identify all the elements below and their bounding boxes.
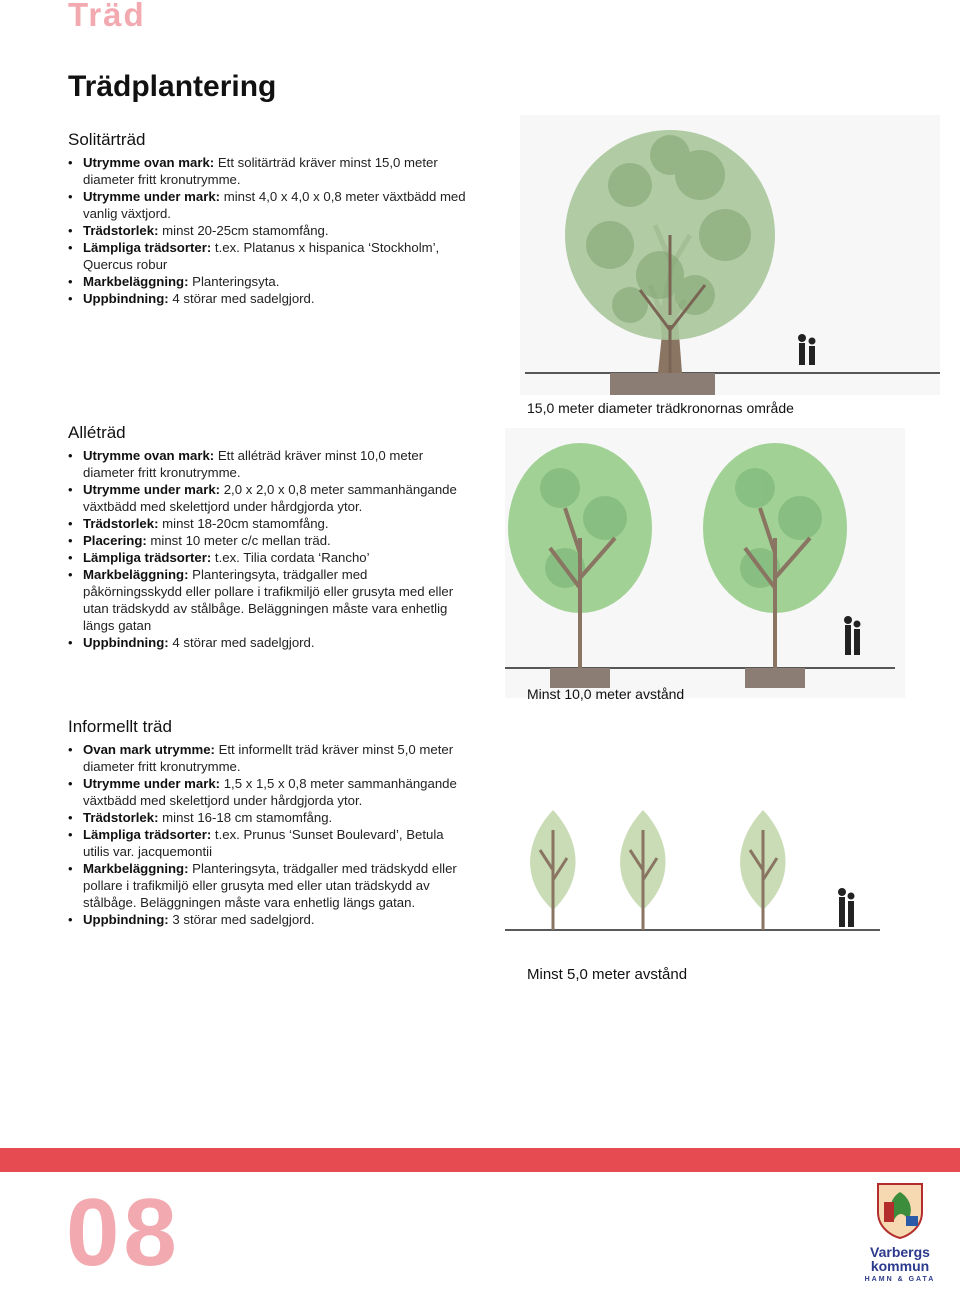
spec-text: minst 20-25cm stamomfång.	[158, 223, 329, 238]
spec-label: Uppbindning:	[83, 635, 169, 650]
spec-label: Trädstorlek:	[83, 516, 159, 531]
spec-text: t.ex. Platanus x hispanica ‘Stockholm’, Quercus robur	[83, 240, 440, 272]
spec-label: Utrymme ovan mark:	[83, 155, 215, 170]
section-alletrad	[68, 423, 468, 651]
spec-text: Ett alléträd kräver minst 10,0 meter diameter fritt kronutrymme.	[83, 448, 424, 480]
spec-item	[68, 188, 468, 222]
spec-item	[68, 549, 468, 566]
spec-text: minst 10 meter c/c mellan träd.	[146, 533, 331, 548]
spec-text: minst 18-20cm stamomfång.	[158, 516, 329, 531]
tree-solitary-illustration	[520, 115, 940, 395]
logo-subtitle: HAMN & GATA	[864, 1276, 936, 1283]
spec-text: 4 störar med sadelgjord.	[168, 291, 315, 306]
spec-label: Lämpliga trädsorter:	[83, 240, 212, 255]
tree-informal-illustration	[505, 790, 885, 955]
person-icon	[838, 888, 855, 927]
spec-label: Markbeläggning:	[83, 274, 189, 289]
spec-label: Trädstorlek:	[83, 223, 159, 238]
spec-item	[68, 566, 468, 634]
spec-label: Utrymme under mark:	[83, 189, 221, 204]
tree-informal-1	[530, 810, 575, 930]
spec-list	[68, 447, 468, 651]
section-heading: Informellt träd	[68, 717, 172, 736]
spec-list	[68, 154, 468, 307]
spec-item	[68, 481, 468, 515]
spec-item	[68, 911, 468, 928]
spec-item	[68, 826, 468, 860]
logo-name-2: kommun	[870, 1258, 930, 1274]
spec-label: Uppbindning:	[83, 291, 169, 306]
spec-label: Placering:	[83, 533, 147, 548]
spec-item	[68, 809, 468, 826]
spec-text: minst 16-18 cm stamomfång.	[158, 810, 333, 825]
spec-label: Lämpliga trädsorter:	[83, 827, 212, 842]
spec-text: 2,0 x 2,0 x 0,8 meter sammanhängande växtbädd med skelettjord under hårdgjorda ytor.	[83, 482, 457, 514]
caption-informellt: Minst 5,0 meter avstånd	[527, 966, 688, 983]
spec-text: minst 4,0 x 4,0 x 0,8 meter växtbädd med vanlig växtjord.	[83, 189, 466, 221]
spec-item	[68, 222, 468, 239]
section-solitartrad	[68, 130, 468, 307]
spec-item	[68, 239, 468, 273]
spec-label: Markbeläggning:	[83, 861, 189, 876]
footer-band	[0, 1148, 960, 1172]
tree-informal-3	[740, 810, 785, 930]
spec-text: 3 störar med sadelgjord.	[168, 912, 315, 927]
spec-text: t.ex. Prunus ‘Sunset Boulevard’, Betula utilis var. jacquemontii	[83, 827, 444, 859]
spec-item	[68, 634, 468, 651]
spec-item	[68, 532, 468, 549]
section-title: Träd	[68, 0, 146, 33]
spec-text: Planteringsyta, trädgaller med trädskydd eller pollare i trafikmiljö eller grusyta med eller utan trädskydd av stålbåge. Beläggningen måste vara enhetlig längs gatan.	[83, 861, 457, 910]
spec-text: Ett solitärträd kräver minst 15,0 meter diameter fritt kronutrymme.	[83, 155, 438, 187]
spec-label: Uppbindning:	[83, 912, 169, 927]
logo-name: Varbergs	[870, 1244, 930, 1260]
spec-item	[68, 290, 468, 307]
spec-list	[68, 741, 468, 928]
spec-item	[68, 447, 468, 481]
spec-label: Markbeläggning:	[83, 567, 189, 582]
spec-item	[68, 775, 468, 809]
spec-item	[68, 515, 468, 532]
spec-item	[68, 154, 468, 188]
spec-label: Ovan mark utrymme:	[83, 742, 215, 757]
spec-text: Planteringsyta.	[188, 274, 280, 289]
spec-text: t.ex. Tilia cordata ‘Rancho’	[211, 550, 370, 565]
caption-alle: Minst 10,0 meter avstånd	[527, 686, 685, 702]
spec-label: Utrymme under mark:	[83, 776, 221, 791]
spec-label: Lämpliga trädsorter:	[83, 550, 212, 565]
spec-label: Utrymme under mark:	[83, 482, 221, 497]
spec-text: 1,5 x 1,5 x 0,8 meter sammanhängande växtbädd med skelettjord under hårdgjorda ytor.	[83, 776, 457, 808]
spec-label: Utrymme ovan mark:	[83, 448, 215, 463]
kommun-logo	[860, 1180, 940, 1283]
section-heading: Solitärträd	[68, 130, 146, 149]
tree-informal-2	[620, 810, 665, 930]
section-informellt-trad	[68, 717, 468, 928]
kommun-crest-icon	[860, 1180, 940, 1240]
spec-text: Ett informellt träd kräver minst 5,0 meter diameter fritt kronutrymme.	[83, 742, 454, 774]
spec-text: Planteringsyta, trädgaller med påkörningsskydd eller pollare i trafikmiljö eller grusyta med eller utan trädskydd av stålbåge. Beläggningen måste vara enhetlig längs gatan	[83, 567, 454, 633]
spec-label: Trädstorlek:	[83, 810, 159, 825]
spec-item	[68, 741, 468, 775]
tree-avenue-illustration	[505, 428, 905, 698]
section-heading: Alléträd	[68, 423, 126, 442]
page-title: Trädplantering	[68, 70, 277, 103]
spec-item	[68, 860, 468, 911]
spec-text: 4 störar med sadelgjord.	[168, 635, 315, 650]
caption-solitar: 15,0 meter diameter trädkronornas område	[527, 400, 794, 416]
page-number: 08	[66, 1179, 181, 1286]
spec-item	[68, 273, 468, 290]
